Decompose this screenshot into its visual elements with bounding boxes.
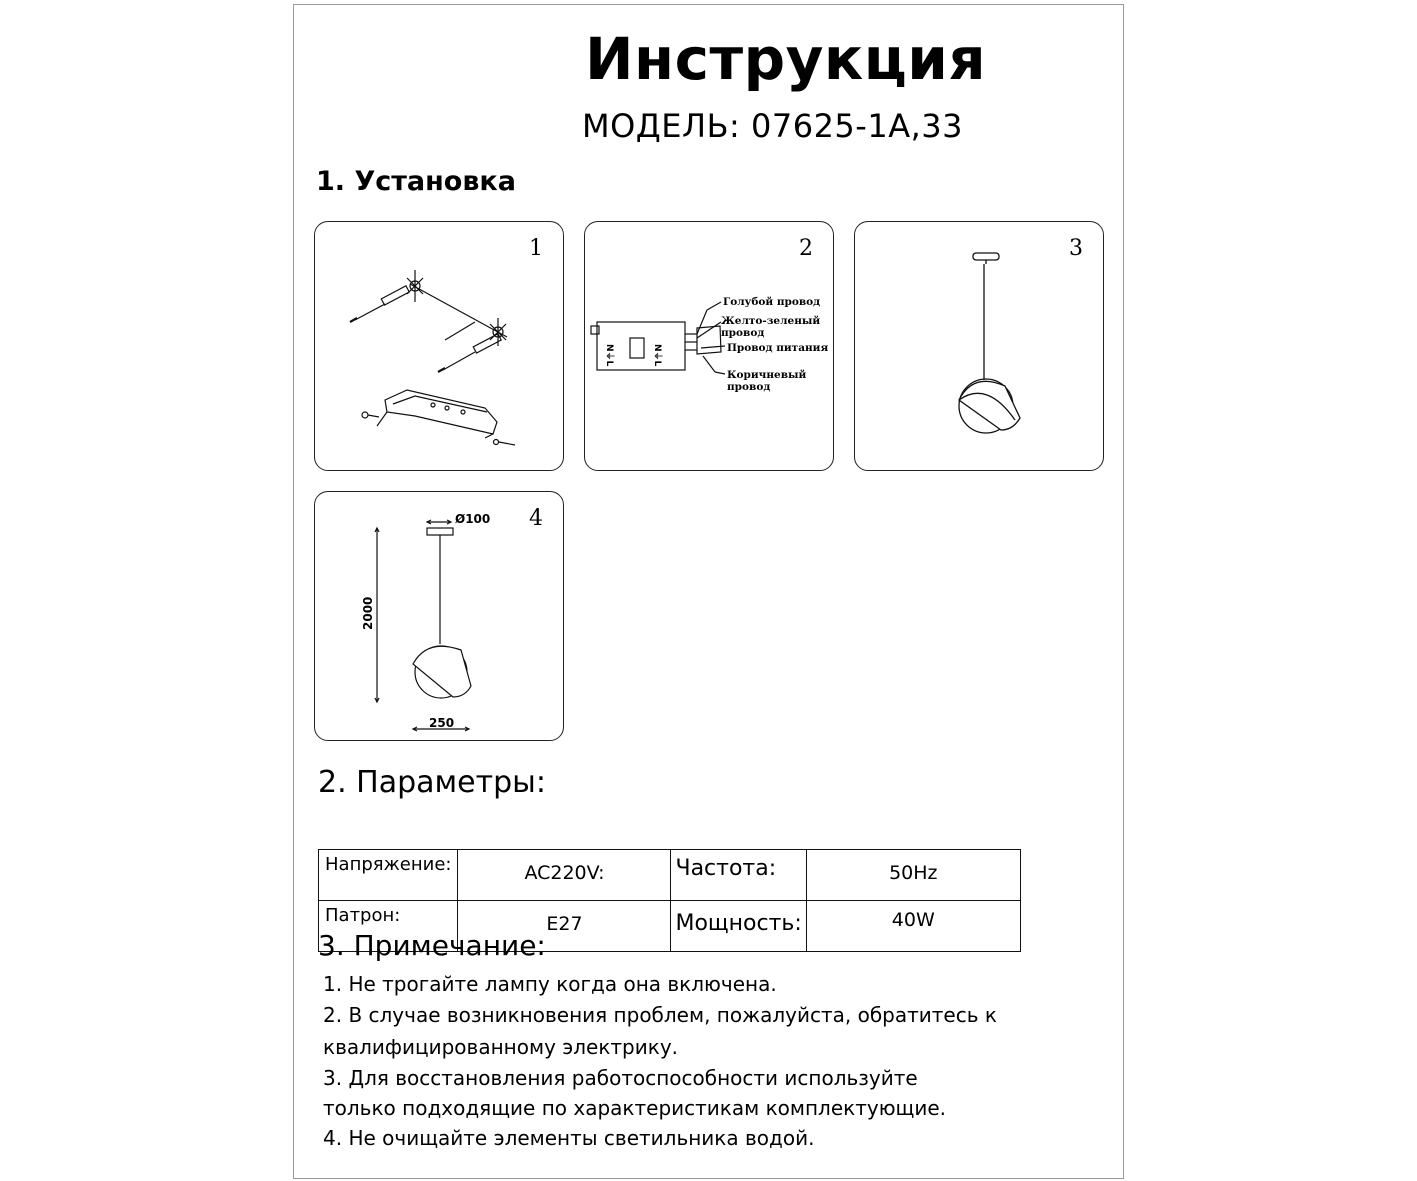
note-line: 1. Не трогайте лампу когда она включена. — [323, 972, 777, 996]
install-step-4-panel — [314, 491, 564, 741]
wire-label-blue: Голубой провод — [723, 296, 821, 308]
dimensions-diagram — [315, 492, 565, 742]
note-line: 4. Не очищайте элементы светильника водой. — [323, 1126, 815, 1150]
wire-label-yellow-green: Желто-зеленый провод — [721, 315, 821, 339]
install-step-1-panel — [314, 221, 564, 471]
frequency-value: 50Hz — [806, 850, 1020, 901]
install-step-2-panel — [584, 221, 834, 471]
power-value: 40W — [806, 901, 1020, 952]
note-line: 3. Для восстановления работоспособности используйте — [323, 1066, 918, 1090]
section-heading-install: 1. Установка — [316, 166, 516, 197]
socket-value: E27 — [458, 901, 671, 952]
table-row — [319, 850, 1021, 901]
page-title: Инструкция — [585, 25, 987, 93]
step-number: 3 — [1069, 236, 1083, 261]
height-dimension-label: 2000 — [361, 596, 375, 630]
step-number: 4 — [529, 506, 543, 531]
frequency-label: Частота: — [671, 850, 806, 901]
wire-label-power: Провод питания — [727, 342, 829, 354]
step-number: 1 — [529, 236, 543, 261]
wire-label-brown: Коричневый провод — [727, 369, 807, 393]
section-heading-notes: 3. Примечание: — [318, 929, 546, 962]
shade-width-label: 250 — [429, 716, 455, 730]
section-heading-params: 2. Параметры: — [318, 765, 546, 800]
pendant-lamp-illustration — [855, 222, 1105, 472]
note-line: только подходящие по характеристикам комплектующие. — [323, 1096, 947, 1120]
voltage-label: Напряжение: — [319, 850, 458, 901]
step-number: 2 — [799, 236, 813, 261]
canopy-diameter-label: Ø100 — [455, 512, 491, 526]
svg-text:N⏚L: N⏚L — [652, 344, 662, 367]
mounting-screws-diagram — [315, 222, 565, 472]
note-line: 2. В случае возникновения проблем, пожалуйста, обратитесь к — [323, 1003, 997, 1027]
svg-text:N⏚L: N⏚L — [604, 344, 614, 367]
model-number: МОДЕЛЬ: 07625-1A,33 — [582, 107, 963, 145]
note-line: квалифицированному электрику. — [323, 1035, 679, 1059]
power-label: Мощность: — [671, 901, 806, 952]
socket-label: Патрон: — [319, 901, 458, 952]
install-step-3-panel — [854, 221, 1104, 471]
voltage-value: AC220V: — [458, 850, 671, 901]
